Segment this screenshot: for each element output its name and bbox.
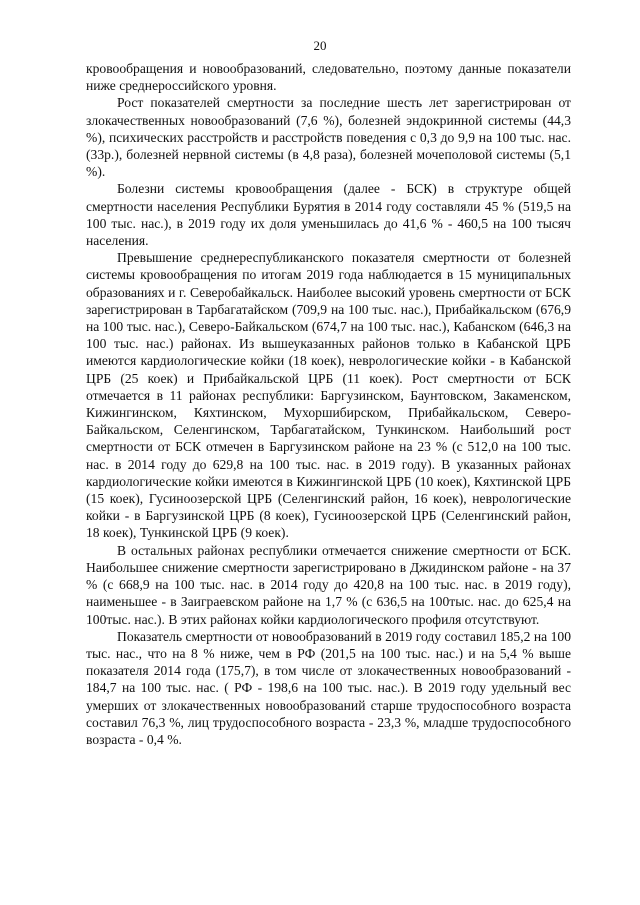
page-number: 20	[313, 38, 327, 53]
paragraph-continuation: кровообращения и новообразований, следовательно, поэтому данные показатели ниже среднероссийского уровня.	[86, 61, 571, 94]
paragraph-bsk-excess-districts: Превышение среднереспубликанского показателя смертности от болезней системы кровообращения по итогам 2019 года наблюдается в 15 муниципальных образованиях и г. Северобайкальск. Наиболее высокий уровень смертности от БСК зарегистрирован в Тарбагатайском (709,9 на 100 тыс. нас.), Прибайкальском (676,9 на 100 тыс. нас.), Северо-Байкальском (674,7 на 100 тыс. нас.), Кабанском (646,3 на 100 тыс. нас.) районах. Из вышеуказанных районов только в Кабанской ЦРБ имеются кардиологические койки (18 коек), неврологические койки - в Кабанской ЦРБ (25 коек) и Прибайкальской ЦРБ (11 коек). Рост смертности от БСК отмечается в 11 районах республики: Баргузинском, Баунтовском, Закаменском, Кижингинском, Кяхтинском, Мухоршибирском, Прибайкальском, Северо-Байкальском, Селенгинском, Тарбагатайском, Тункинском. Наибольший рост смертности от БСК отмечен в Баргузинском районе на 23 % (с 512,0 на 100 тыс. нас. в 2014 году до 629,8 на 100 тыс. нас. в 2019 году). В указанных районах кардиологические койки имеются в Кижингинской ЦРБ (10 коек), Кяхтинской ЦРБ (15 коек), Гусиноозерской ЦРБ (Селенгинский район, 16 коек), неврологические койки - в Баргузинской ЦРБ (8 коек), Гусиноозерской ЦРБ (Селенгинский район, 18 коек), Тункинской ЦРБ (9 коек).	[86, 250, 571, 541]
document-body	[86, 60, 571, 748]
paragraph-mortality-growth: Рост показателей смертности за последние шесть лет зарегистрирован от злокачественных новообразований (7,6 %), болезней эндокринной системы (44,3 %), психических расстройств и расстройств поведения с 0,3 до 9,9 на 100 тыс. нас. (33р.), болезней нервной системы (в 4,8 раза), болезней мочеполовой системы (5,1 %).	[86, 95, 571, 180]
paragraph-bsk-decrease: В остальных районах республики отмечается снижение смертности от БСК. Наибольшее снижение смертности зарегистрировано в Джидинском районе - на 37 % (с 668,9 на 100 тыс. нас. в 2014 году до 420,8 на 100 тыс. нас. в 2019 году), наименьшее - в Заиграевском районе на 1,7 % (с 636,5 на 100тыс. нас. до 625,4 на 100тыс. нас.). В этих районах койки кардиологического профиля отсутствуют.	[86, 542, 571, 627]
paragraph-neoplasm-mortality: Показатель смертности от новообразований в 2019 году составил 185,2 на 100 тыс. нас., что на 8 % ниже, чем в РФ (201,5 на 100 тыс. нас.) и на 5,4 % выше показателя 2014 года (175,7), в том числе от злокачественных новообразований - 184,7 на 100 тыс. нас. ( РФ - 198,6 на 100 тыс. нас.). В 2019 году удельный вес умерших от злокачественных новообразований старше трудоспособного возраста составил 76,3 %, лиц трудоспособного возраста - 23,3 %, младше трудоспособного возраста - 0,4 %.	[86, 628, 571, 747]
paragraph-bsk-structure: Болезни системы кровообращения (далее - БСК) в структуре общей смертности населения Республики Бурятия в 2014 году составляли 45 % (519,5 на 100 тыс. нас.), в 2019 году их доля уменьшилась до 41,6 % - 460,5 на 100 тысяч населения.	[86, 181, 571, 249]
